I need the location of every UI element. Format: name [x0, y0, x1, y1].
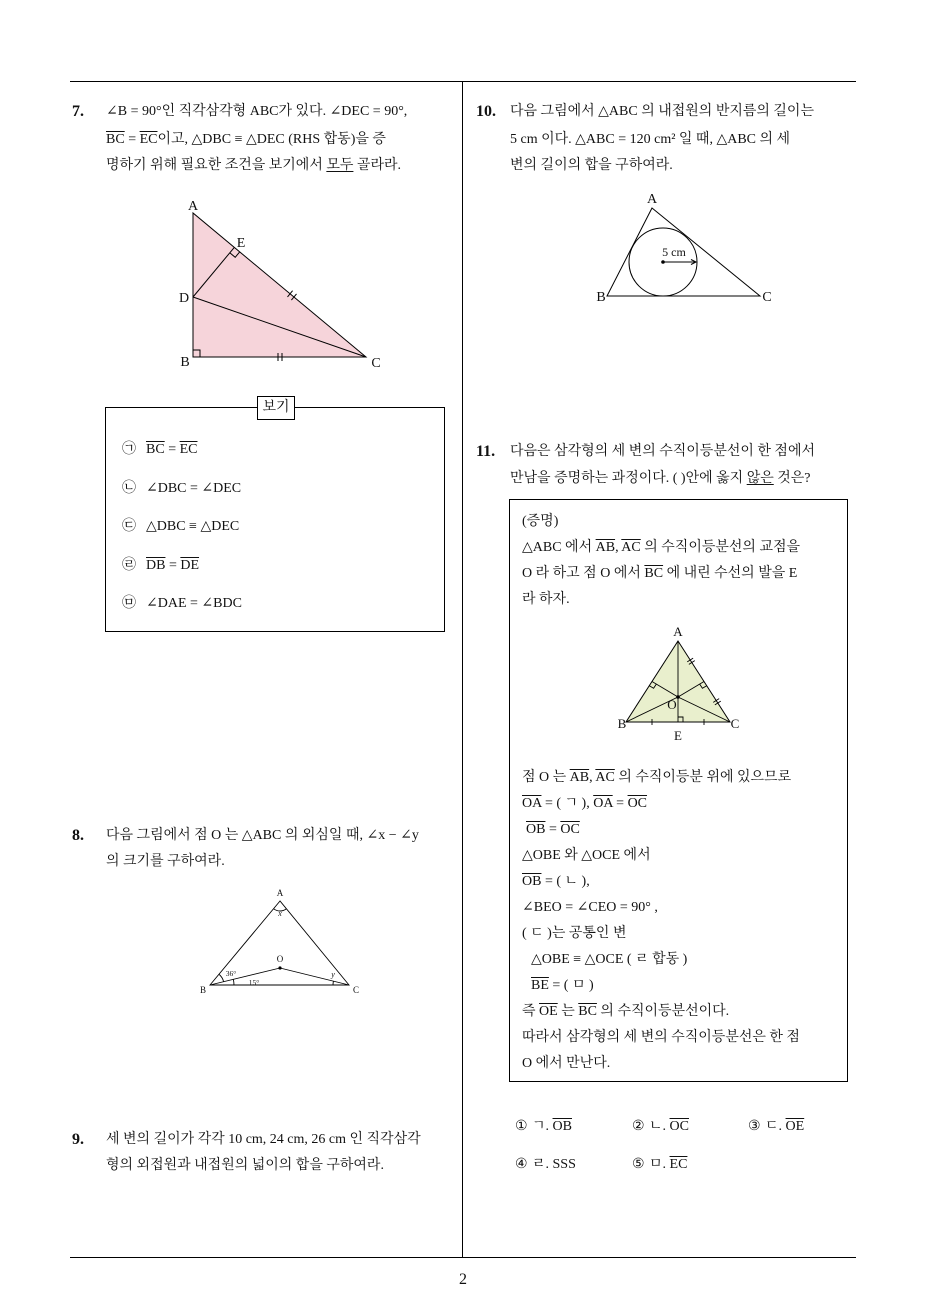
- question-9-number: 9.: [72, 1131, 84, 1148]
- label-a: A: [673, 624, 683, 639]
- text-segment: △OBE 와 △OCE 에서: [522, 848, 651, 863]
- segment-ob: [210, 968, 280, 985]
- choice-marker: ②: [632, 1119, 645, 1134]
- answer-choice-2: [632, 1118, 689, 1136]
- label-angle-15: 15°: [248, 978, 260, 987]
- choice-marker: ③: [748, 1119, 761, 1134]
- text-segment: 명하기 위해 필요한 조건을 보기에서: [106, 158, 327, 173]
- circumcenter-point: [278, 966, 281, 969]
- item-marker: ㉠: [122, 442, 136, 457]
- question-8-line-1: 다음 그림에서 점 O 는 △ABC 의 외심일 때, ∠x − ∠y: [106, 828, 419, 843]
- segment-notation: $\overline{OA}$: [522, 796, 542, 811]
- question-7-figure: [165, 190, 390, 375]
- question-7-line-3: [106, 157, 401, 175]
- proof-line: [522, 847, 651, 865]
- proof-line: [526, 821, 580, 839]
- proof-line: [522, 513, 558, 531]
- question-7-line-2: [106, 131, 386, 149]
- question-10-line-3: 변의 길이의 합을 구하여라.: [510, 158, 673, 173]
- segment-notation: $\overline{DE}$: [180, 558, 200, 573]
- bottom-rule: [70, 1257, 856, 1258]
- question-10-figure: [590, 188, 775, 306]
- label-b: B: [199, 985, 207, 995]
- label-a: A: [646, 192, 658, 207]
- question-7-line-1: ∠B = 90°인 직각삼각형 ABC가 있다. ∠DEC = 90°,: [106, 104, 408, 119]
- question-10-number: 10.: [476, 103, 496, 120]
- view-box-title: 보기: [257, 396, 295, 420]
- text-segment: 만남을 증명하는 과정이다. ( )안에 옳지: [510, 471, 747, 486]
- text-segment: 이고, △DBC ≡ △DEC (RHS 합동)을 증: [157, 132, 386, 147]
- question-11-line-2: [510, 470, 811, 488]
- segment-notation: $\overline{EC}$: [139, 132, 158, 147]
- proof-line: [522, 795, 647, 813]
- label-b: B: [617, 716, 627, 731]
- triangle-abc: [193, 213, 366, 357]
- proof-line: [522, 899, 658, 917]
- label-c: C: [352, 985, 360, 995]
- label-a: A: [276, 888, 284, 898]
- label-c: C: [762, 290, 772, 305]
- choice-marker: ①: [515, 1119, 528, 1134]
- text-segment: ㅁ.: [649, 1157, 670, 1172]
- text-segment: △ABC 에서: [522, 540, 596, 555]
- text-segment: ,: [589, 770, 596, 785]
- question-10-line-1: 다음 그림에서 △ABC 의 내접원의 반지름의 길이는: [510, 104, 814, 119]
- proof-line: [531, 977, 594, 995]
- answer-choice-4: [515, 1156, 576, 1174]
- proof-line: [522, 925, 626, 943]
- view-item: [122, 518, 239, 536]
- segment-notation: $\overline{OE}$: [539, 1004, 558, 1019]
- text-segment: ∠BEO = ∠CEO = 90° ,: [522, 900, 658, 915]
- circumcenter-point: [676, 695, 680, 699]
- proof-line: [522, 1003, 729, 1021]
- segment-notation: $\overline{OB}$: [526, 822, 546, 837]
- text-segment: 즉: [522, 1004, 540, 1019]
- segment-notation: $\overline{EC}$: [179, 442, 198, 457]
- text-segment: =: [545, 822, 561, 837]
- segment-oc: [280, 968, 349, 985]
- text-segment: 는: [557, 1004, 579, 1019]
- view-item: [122, 595, 242, 613]
- segment-notation: $\overline{OC}$: [627, 796, 648, 811]
- question-8-line-2: 의 크기를 구하여라.: [106, 854, 225, 869]
- text-segment: 라 하자.: [522, 592, 570, 607]
- column-divider: [462, 82, 463, 1258]
- label-e: E: [674, 728, 682, 743]
- text-segment: ㄱ.: [532, 1119, 553, 1134]
- text-segment: = ( ㄴ ),: [541, 874, 590, 889]
- segment-notation: $\overline{OC}$: [560, 822, 580, 837]
- question-8-figure: [195, 882, 365, 997]
- label-d: D: [178, 291, 190, 306]
- question-11-figure: [612, 620, 747, 745]
- label-c: C: [730, 716, 740, 731]
- text-segment: 골라라.: [353, 158, 401, 173]
- segment-notation: $\overline{OE}$: [785, 1119, 805, 1134]
- question-11-number: 11.: [476, 443, 496, 460]
- angle-arc-b-lower: [233, 979, 234, 985]
- question-11-line-1: 다음은 삼각형의 세 변의 수직이등분선이 한 점에서: [510, 444, 816, 459]
- top-rule: [70, 81, 856, 82]
- text-segment: ∠DBC = ∠DEC: [146, 481, 242, 496]
- segment-notation: $\overline{OC}$: [669, 1119, 689, 1134]
- text-segment: 의 수직이등분선이다.: [596, 1004, 730, 1019]
- item-marker: ㉤: [122, 596, 136, 611]
- text-segment: ㄹ. SSS: [532, 1157, 576, 1172]
- label-o: O: [667, 697, 677, 712]
- segment-notation: $\overline{BC}$: [106, 132, 125, 147]
- text-segment: ㄴ.: [649, 1119, 670, 1134]
- choice-marker: ④: [515, 1157, 528, 1172]
- segment-notation: $\overline{EC}$: [669, 1157, 688, 1172]
- question-9-line-1: 세 변의 길이가 각각 10 cm, 24 cm, 26 cm 인 직각삼각: [106, 1132, 421, 1147]
- segment-notation: $\overline{BE}$: [531, 978, 549, 993]
- segment-notation: $\overline{OB}$: [522, 874, 542, 889]
- proof-line: [522, 591, 570, 609]
- answer-choice-5: [632, 1156, 687, 1174]
- text-segment: 의 수직이등분 위에 있으므로: [614, 770, 792, 785]
- text-segment: 점 O 는: [522, 770, 570, 785]
- proof-line: [522, 539, 800, 557]
- label-a: A: [187, 199, 199, 214]
- text-segment: = ( ㄱ ),: [541, 796, 594, 811]
- label-angle-36: 36°: [225, 969, 237, 978]
- question-10-line-2: 5 cm 이다. △ABC = 120 cm² 일 때, △ABC 의 세: [510, 132, 791, 147]
- item-marker: ㉢: [122, 519, 136, 534]
- proof-line: [522, 1055, 610, 1073]
- text-segment: ,: [615, 540, 622, 555]
- segment-notation: $\overline{AB}$: [595, 540, 616, 555]
- text-segment: =: [164, 442, 180, 457]
- segment-notation: $\overline{BC}$: [578, 1004, 597, 1019]
- incenter-point: [661, 260, 665, 264]
- text-segment: = ( ㅁ ): [548, 978, 594, 993]
- text-segment: =: [612, 796, 628, 811]
- page-number: 2: [459, 1271, 467, 1288]
- segment-notation: $\overline{AC}$: [595, 770, 615, 785]
- text-segment: (증명): [522, 514, 559, 529]
- text-segment: 에 내린 수선의 발을 E: [663, 566, 798, 581]
- answer-choice-1: [515, 1118, 572, 1136]
- text-segment: O 에서 만난다.: [522, 1056, 611, 1071]
- label-e: E: [236, 236, 246, 251]
- text-segment: △OBE ≡ △OCE ( ㄹ 합동 ): [531, 952, 688, 967]
- question-9-line-2: 형의 외접원과 내접원의 넓이의 합을 구하여라.: [106, 1158, 384, 1173]
- underlined-emphasis: 모두: [326, 158, 354, 173]
- label-angle-y: y: [331, 970, 335, 979]
- text-segment: =: [165, 558, 181, 573]
- segment-notation: $\overline{BC}$: [644, 566, 664, 581]
- text-segment: 따라서 삼각형의 세 변의 수직이등분선은 한 점: [522, 1030, 800, 1045]
- label-radius: 5 cm: [662, 245, 686, 259]
- item-marker: ㉡: [122, 481, 136, 496]
- item-marker: ㉣: [122, 558, 136, 573]
- answer-choice-3: [748, 1118, 804, 1136]
- view-item: [122, 480, 241, 498]
- text-segment: 의 수직이등분선의 교점을: [640, 540, 801, 555]
- segment-notation: $\overline{DB}$: [146, 558, 166, 573]
- label-angle-x: x: [278, 909, 282, 918]
- question-8-number: 8.: [72, 827, 84, 844]
- view-item: [122, 441, 197, 459]
- view-item: [122, 557, 199, 575]
- text-segment: O 라 하고 점 O 에서: [522, 566, 645, 581]
- text-segment: ∠DAE = ∠BDC: [146, 596, 242, 611]
- underlined-emphasis: 않은: [746, 471, 774, 486]
- text-segment: 것은?: [773, 471, 811, 486]
- label-b: B: [180, 355, 190, 370]
- segment-notation: $\overline{AB}$: [569, 770, 590, 785]
- segment-notation: $\overline{AC}$: [621, 540, 641, 555]
- question-7-number: 7.: [72, 103, 84, 120]
- segment-notation: $\overline{OA}$: [593, 796, 613, 811]
- text-segment: ( ㄷ )는 공통인 변: [522, 926, 627, 941]
- angle-arc-b-upper: [219, 974, 224, 981]
- text-segment: =: [124, 132, 140, 147]
- label-c: C: [371, 356, 381, 371]
- choice-marker: ⑤: [632, 1157, 645, 1172]
- label-b: B: [596, 290, 606, 305]
- text-segment: ㄷ.: [765, 1119, 786, 1134]
- text-segment: △DBC ≡ △DEC: [146, 519, 240, 534]
- proof-line: [522, 769, 791, 787]
- segment-notation: $\overline{BC}$: [146, 442, 165, 457]
- segment-notation: $\overline{OB}$: [552, 1119, 572, 1134]
- proof-line: [531, 951, 687, 969]
- proof-line: [522, 565, 797, 583]
- proof-line: [522, 873, 590, 891]
- label-o: O: [276, 954, 284, 964]
- proof-line: [522, 1029, 800, 1047]
